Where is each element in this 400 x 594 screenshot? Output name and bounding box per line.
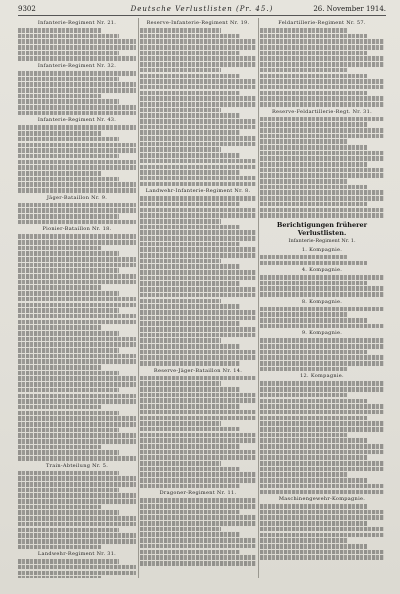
corrections-subtitle: Infanterie-Regiment Nr. 1. [288,237,356,244]
casualty-entry-line [140,327,256,332]
casualty-entry-line [140,102,256,107]
casualty-entry-line [260,544,367,549]
casualty-entry-line [140,455,256,460]
casualty-entry-line [260,34,367,39]
casualty-entry-line [140,125,256,130]
casualty-entry-line [140,561,256,566]
casualty-entry-line [140,39,256,44]
casualty-entry-line [140,316,256,321]
casualty-entry-line [140,130,240,135]
casualty-entry-line [260,533,384,538]
casualty-entry-line [260,179,347,184]
page-header [18,4,386,14]
casualty-entry-line [140,376,256,381]
casualty-entry-line [18,354,136,359]
casualty-entry-line [18,571,136,576]
casualty-entry-line [18,411,119,416]
casualty-entry-line [260,79,384,84]
casualty-entry-line [140,515,256,520]
casualty-entry-line [18,160,136,165]
section-heading: 4. Kompagnie. [301,267,343,274]
casualty-entry-line [140,287,256,292]
casualty-entry-line [18,45,136,50]
casualty-entry-line [140,321,240,326]
casualty-entry-line [18,342,136,347]
section-heading: 12. Kompagnie. [300,373,344,380]
casualty-entry-line [260,455,367,460]
casualty-entry-line [260,338,384,343]
casualty-entry-line [140,416,256,421]
casualty-entry-line [140,387,240,392]
casualty-entry-line [140,393,256,398]
section-heading: 8. Kompagnie. [301,298,343,305]
casualty-entry-line [260,421,384,426]
casualty-entry-line [18,303,136,308]
casualty-entry-line [18,433,136,438]
casualty-entry-line [140,550,240,555]
casualty-entry-line [18,165,136,170]
casualty-entry-line [18,359,136,364]
casualty-entry-line [18,499,136,504]
casualty-entry-line [18,337,136,342]
casualty-entry-line [140,96,256,101]
casualty-entry-line [140,91,240,96]
casualty-entry-line [140,74,240,79]
casualty-entry-line [260,173,384,178]
casualty-entry-line [260,134,384,139]
casualty-entry-line [140,361,240,366]
casualty-entry-line [140,281,240,286]
casualty-entry-line [260,416,367,421]
casualty-entry-line [260,275,384,280]
casualty-entry-line [140,136,256,141]
casualty-entry-line [260,555,384,560]
casualty-entry-line [260,162,367,167]
casualty-entry-line [260,202,367,207]
casualty-entry-line [260,490,384,495]
casualty-entry-line [18,148,136,153]
casualty-entry-line [140,527,221,532]
section-heading: Jäger-Bataillon Nr. 9. [46,194,108,201]
casualty-entry-line [260,255,347,260]
casualty-entry-line [140,51,240,56]
casualty-entry-line [18,297,136,302]
casualty-entry-line [140,532,240,537]
section-heading: Landwehr-Regiment Nr. 31. [37,551,117,558]
section-heading: Reserve-Feldartillerie-Regt. Nr. 31. [271,108,373,115]
column-divider [258,18,259,578]
casualty-entry-line [140,225,240,230]
casualty-entry-line [260,91,367,96]
section-heading: Reserve-Jäger-Bataillon Nr. 14. [153,367,243,374]
casualty-entry-line [140,142,256,147]
column-1 [18,18,136,578]
casualty-entry-line [18,528,119,533]
casualty-entry-line [18,143,136,148]
casualty-entry-line [260,28,347,33]
corrections-title: Berichtigungen früherer Verlustlisten. [276,220,368,237]
casualty-entry-line [18,382,136,387]
casualty-entry-line [140,230,256,235]
casualty-entry-line [140,472,256,477]
casualty-entry-line [140,304,240,309]
casualty-entry-line [260,355,384,360]
casualty-entry-line [140,510,240,515]
casualty-entry-line [140,350,256,355]
casualty-entry-line [140,182,256,187]
casualty-entry-line [260,68,347,73]
casualty-entry-line [260,168,384,173]
casualty-entry-line [18,471,119,476]
casualty-entry-line [260,438,367,443]
casualty-entry-line [260,151,384,156]
casualty-entry-line [260,350,367,355]
casualty-entry-line [260,484,384,489]
casualty-entry-line [260,213,384,218]
casualty-entry-line [260,387,384,392]
casualty-entry-line [18,565,136,570]
casualty-entry-line [260,196,384,201]
casualty-entry-line [140,108,221,113]
casualty-entry-line [260,261,367,266]
casualty-entry-line [140,196,256,201]
casualty-entry-line [140,79,256,84]
casualty-entry-line [18,308,119,313]
casualty-entry-line [18,510,119,515]
casualty-entry-line [260,96,384,101]
casualty-entry-line [18,493,136,498]
section-heading: Infanterie-Regiment Nr. 43. [37,117,117,124]
issue-date: 26. November 1914. [313,5,386,13]
casualty-entry-line [140,310,256,315]
casualty-entry-line [260,444,384,449]
casualty-entry-line [260,450,384,455]
casualty-entry-line [260,139,347,144]
casualty-entry-line [260,381,384,386]
casualty-entry-line [140,165,256,170]
casualty-entry-line [18,399,136,404]
casualty-entry-line [260,281,367,286]
casualty-entry-line [140,544,256,549]
casualty-entry-line [18,111,136,116]
casualty-entry-line [18,51,119,56]
casualty-entry-line [18,488,119,493]
casualty-entry-line [18,456,136,461]
casualty-entry-line [260,318,367,323]
casualty-entry-line [140,461,221,466]
casualty-entry-line [18,268,119,273]
casualty-entry-line [260,461,384,466]
casualty-entry-line [18,208,136,213]
section-heading: Maschinengewehr-Kompagnie. [278,496,366,503]
casualty-entry-line [140,421,221,426]
casualty-entry-line [260,521,367,526]
casualty-entry-line [140,344,240,349]
section-heading: Pionier-Bataillon Nr. 18. [42,226,112,233]
casualty-entry-line [18,405,101,410]
casualty-entry-line [18,482,136,487]
casualty-entry-line [140,56,256,61]
casualty-entry-line [18,428,119,433]
casualty-entry-line [18,246,101,251]
casualty-entry-line [18,88,136,93]
casualty-entry-line [140,147,221,152]
casualty-entry-line [18,177,119,182]
casualty-entry-line [18,251,119,256]
casualty-entry-line [260,510,384,515]
casualty-entry-line [18,331,119,336]
casualty-entry-line [140,153,240,158]
casualty-entry-line [260,117,384,122]
casualty-entry-line [18,320,136,325]
casualty-entry-line [18,439,136,444]
casualty-entry-line [18,371,119,376]
casualty-entry-line [18,99,119,104]
casualty-entry-line [18,28,101,33]
casualty-entry-line [140,478,256,483]
casualty-entry-line [18,82,136,87]
casualty-entry-line [260,404,384,409]
casualty-entry-line [18,325,101,330]
casualty-entry-line [140,170,240,175]
casualty-entry-line [260,527,384,532]
casualty-entry-line [18,171,101,176]
journal-name: Deutsche Verlustlisten [130,5,233,13]
casualty-entry-line [140,264,240,269]
casualty-entry-line [260,307,384,312]
section-heading: Train-Abteilung Nr. 5. [45,462,109,469]
casualty-entry-line [18,291,119,296]
casualty-entry-line [140,28,221,33]
casualty-entry-line [140,521,256,526]
casualty-entry-line [18,203,136,208]
casualty-entry-line [18,131,101,136]
casualty-entry-line [140,34,240,39]
casualty-entry-line [18,576,101,578]
casualty-entry-line [140,333,256,338]
casualty-entry-line [140,85,256,90]
casualty-entry-line [18,314,136,319]
casualty-entry-line [140,113,240,118]
casualty-entry-line [140,242,240,247]
column-2 [140,18,256,578]
casualty-entry-line [140,467,240,472]
casualty-entry-line [18,376,136,381]
column-3 [260,18,384,578]
casualty-entry-line [18,94,101,99]
casualty-entry-line [18,522,136,527]
casualty-entry-line [140,404,240,409]
casualty-entry-line [18,533,136,538]
casualty-entry-line [140,427,240,432]
casualty-entry-line [140,293,256,298]
casualty-entry-line [260,312,347,317]
casualty-entry-line [140,398,256,403]
casualty-entry-line [18,539,136,544]
casualty-entry-line [260,74,367,79]
casualty-entry-line [140,444,240,449]
casualty-entry-line [18,394,136,399]
casualty-entry-line [140,276,256,281]
casualty-entry-line [18,422,136,427]
casualty-entry-line [140,498,256,503]
casualty-entry-line [18,388,119,393]
casualty-entry-line [140,68,221,73]
casualty-entry-line [18,263,136,268]
casualty-entry-line [260,410,384,415]
casualty-entry-line [18,545,101,550]
casualty-entry-line [260,292,384,297]
casualty-entry-line [18,34,119,39]
section-heading: Dragoner-Regiment Nr. 11. [159,490,237,497]
casualty-entry-line [140,381,221,386]
casualty-entry-line [140,538,256,543]
casualty-entry-line [260,427,384,432]
section-heading: Infanterie-Regiment Nr. 21. [37,20,117,26]
casualty-entry-line [140,213,256,218]
casualty-entry-line [140,270,256,275]
casualty-entry-line [140,484,240,489]
casualty-entry-line [260,478,367,483]
column-divider [138,18,139,578]
casualty-entry-line [140,355,256,360]
casualty-entry-line [18,182,136,187]
casualty-entry-line [18,365,101,370]
casualty-entry-line [260,393,347,398]
casualty-entry-line [18,125,136,130]
casualty-entry-line [18,516,136,521]
casualty-entry-line [260,85,384,90]
casualty-entry-line [260,515,384,520]
casualty-entry-line [18,416,136,421]
casualty-entry-line [260,190,384,195]
casualty-entry-line [18,105,136,110]
casualty-entry-line [260,472,347,477]
casualty-entry-line [140,450,256,455]
casualty-entry-line [18,154,119,159]
casualty-entry-line [260,433,347,438]
casualty-entry-line [140,410,256,415]
casualty-entry-line [260,128,384,133]
casualty-entry-line [260,538,347,543]
casualty-entry-line [18,234,136,239]
section-heading: Reserve-Infanterie-Regiment Nr. 19. [146,20,250,26]
casualty-entry-line [18,71,136,76]
casualty-entry-line [140,259,221,264]
issue-number: (Pr. 45.) [235,5,274,13]
casualty-entry-line [260,344,384,349]
casualty-entry-line [260,145,367,150]
casualty-entry-line [260,45,384,50]
casualty-entry-line [140,338,221,343]
section-heading: 9. Kompagnie. [301,330,343,337]
casualty-entry-line [260,39,384,44]
casualty-entry-line [18,240,136,245]
casualty-entry-line [18,445,101,450]
casualty-entry-line [140,208,256,213]
casualty-entry-line [140,299,221,304]
casualty-entry-line [260,185,367,190]
page-number: 9302 [18,5,36,13]
casualty-entry-line [18,220,136,225]
casualty-entry-line [260,51,367,56]
casualty-entry-line [260,208,384,213]
casualty-entry-line [140,119,256,124]
casualty-entry-line [18,257,136,262]
casualty-entry-line [260,286,384,291]
casualty-entry-line [260,156,384,161]
casualty-entry-line [18,450,119,455]
casualty-entry-line [18,559,119,564]
casualty-entry-line [18,137,119,142]
casualty-entry-line [140,433,256,438]
casualty-entry-line [260,504,367,509]
casualty-entry-line [140,219,221,224]
casualty-entry-line [18,285,101,290]
casualty-entry-line [260,367,347,372]
casualty-entry-line [140,253,256,258]
casualty-entry-line [140,159,256,164]
casualty-entry-line [140,438,256,443]
casualty-entry-line [18,77,119,82]
casualty-entry-line [18,274,136,279]
section-heading: Landwehr-Infanterie-Regiment Nr. 8. [145,188,251,195]
casualty-entry-line [140,45,256,50]
casualty-entry-line [260,56,384,61]
casualty-entry-line [140,202,240,207]
casualty-entry-line [18,348,119,353]
casualty-entry-line [260,102,384,107]
casualty-entry-line [260,324,384,329]
casualty-entry-line [140,504,256,509]
casualty-entry-line [140,176,256,181]
casualty-entry-line [18,476,136,481]
section-heading: Infanterie-Regiment Nr. 32. [37,63,117,70]
casualty-entry-line [140,247,256,252]
header-rule [18,15,386,16]
section-heading: 1. Kompagnie. [301,246,343,253]
casualty-entry-line [260,62,384,67]
casualty-entry-line [140,236,256,241]
casualty-entry-line [18,280,136,285]
casualty-entry-line [260,399,367,404]
casualty-entry-line [18,39,136,44]
casualty-entry-line [18,214,119,219]
casualty-entry-line [260,122,367,127]
casualty-entry-line [18,505,101,510]
casualty-entry-line [260,550,384,555]
casualty-entry-line [260,467,384,472]
casualty-entry-line [18,188,136,193]
casualty-entry-line [18,56,136,61]
section-heading: Feldartillerie-Regiment Nr. 57. [278,20,366,26]
casualty-entry-line [140,62,256,67]
casualty-entry-line [260,361,384,366]
casualty-entry-line [140,555,256,560]
